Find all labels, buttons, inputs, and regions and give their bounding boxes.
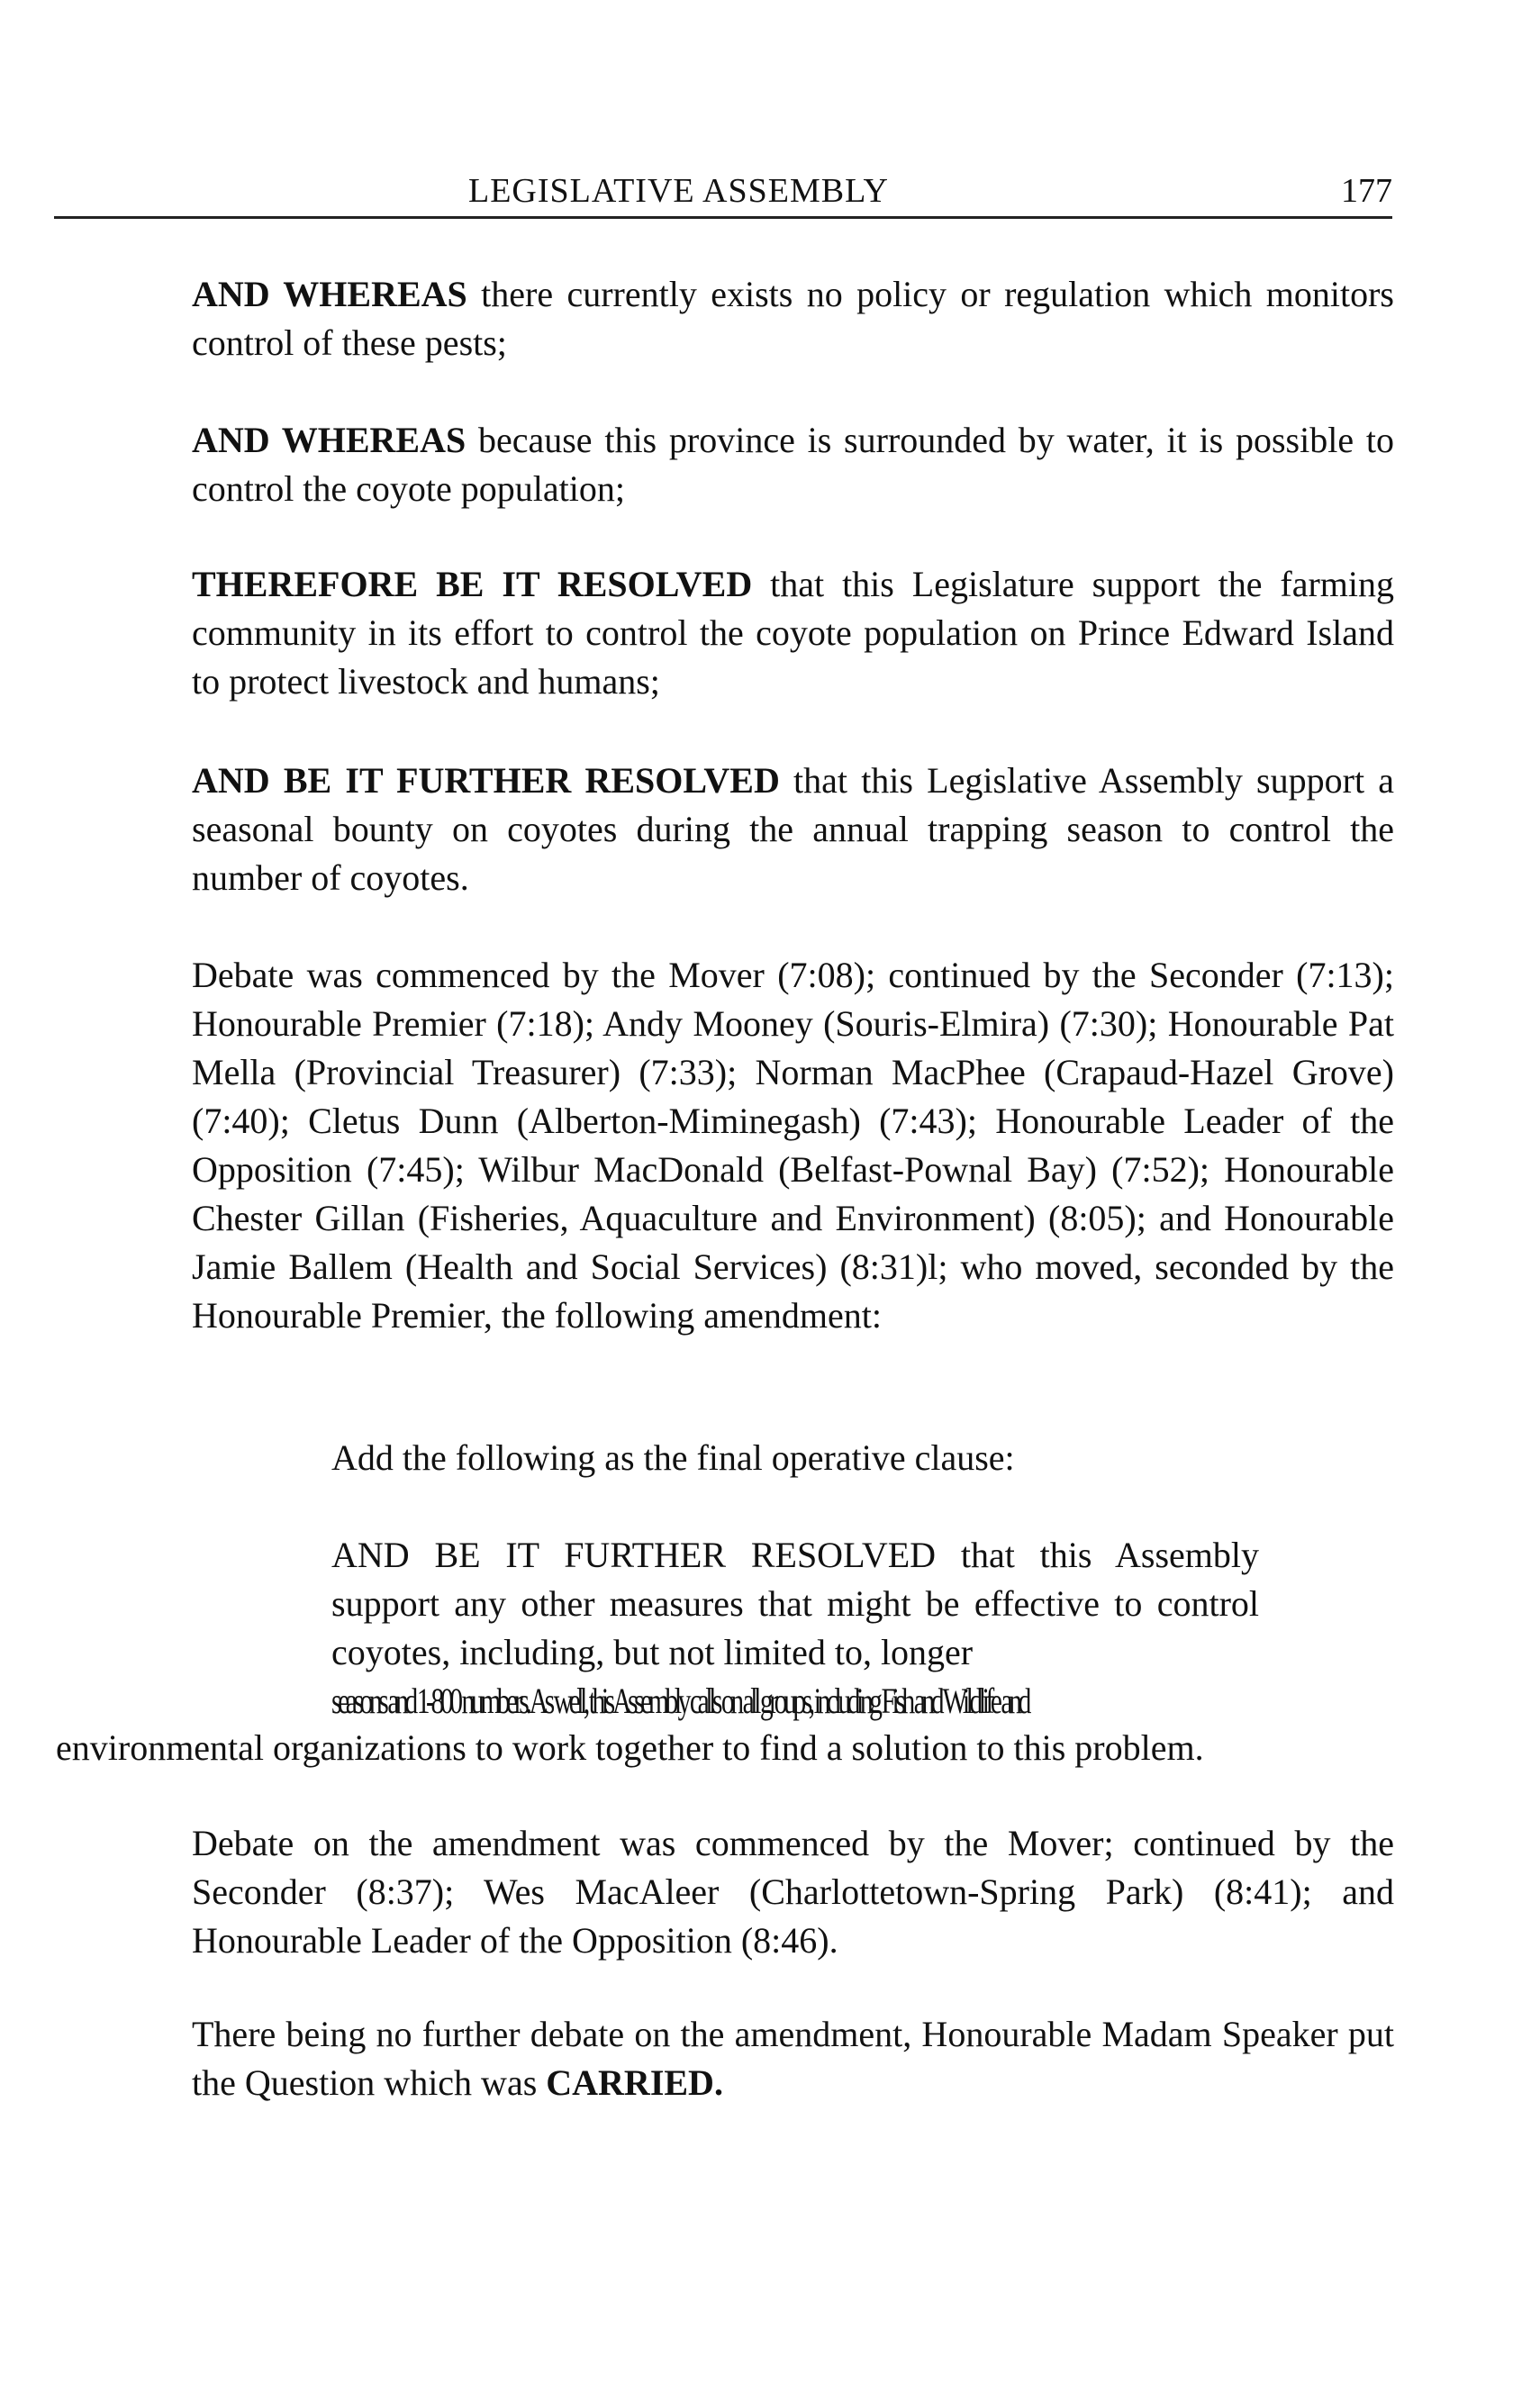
paragraph-text: AND BE IT FURTHER RESOLVED that this Assembly support any other measures that might be effective to control coyotes, including, but not limited to, longer xyxy=(331,1535,1259,1672)
paragraph-debate xyxy=(192,951,1394,1340)
paragraph-lead: AND WHEREAS xyxy=(192,274,467,314)
paragraph-text: Debate on the amendment was commenced by the Mover; continued by the Seconder (8:37); Wes MacAleer (Charlottetown-Spring Park) (8:41); and Honourable Leader of the Opposition (8:46). xyxy=(192,1823,1394,1961)
paragraph-text: that this Legislature support the farming community in its effort to control the coyote population on Prince Edward Island to protect livestock and humans; xyxy=(192,564,1394,702)
carried-text: CARRIED. xyxy=(546,2062,723,2103)
amendment-tail xyxy=(56,1724,1407,1772)
paragraph-whereas-1 xyxy=(192,270,1394,367)
header-title: LEGISLATIVE ASSEMBLY xyxy=(468,172,889,210)
paragraph-text: that this Legislative Assembly support a seasonal bounty on coyotes during the annual trapping season to control the number of coyotes. xyxy=(192,760,1394,898)
paragraph-text: environmental organizations to work together to find a solution to this problem. xyxy=(56,1727,1204,1768)
paragraph-text: there currently exists no policy or regulation which monitors control of these pests; xyxy=(192,274,1394,363)
paragraph-lead: THEREFORE BE IT RESOLVED xyxy=(192,564,753,604)
paragraph-text: Debate was commenced by the Mover (7:08); continued by the Seconder (7:13); Honourable Premier (7:18); Andy Mooney (Souris-Elmira) (7:30); Honourable Pat Mella (Provincial Treasurer) (7:33); Norman MacPhee (Crapaud-Hazel Grove) (7:40); Cletus Dunn (Alberton-Miminegash) (7:43); Honourable Leader of the Opposition (7:45); Wilbur MacDonald (Belfast-Pownal Bay) (7:52); Honourable Chester Gillan (Fisheries, Aquaculture and Environment) (8:05); and Honourable Jamie Ballem (Health and Social Services) (8:31)l; who moved, seconded by the Honourable Premier, the following amendment: xyxy=(192,955,1394,1336)
paragraph-question-carried xyxy=(192,2010,1394,2107)
paragraph-text: because this province is surrounded by water, it is possible to control the coyote population; xyxy=(192,420,1394,509)
paragraph-lead: AND WHEREAS xyxy=(192,420,467,460)
amendment-clause xyxy=(331,1531,1259,1726)
page-number: 177 xyxy=(1341,172,1392,210)
paragraph-amendment-debate xyxy=(192,1819,1394,1965)
page-header xyxy=(54,162,1392,219)
paragraph-text: Add the following as the final operative clause: xyxy=(331,1437,1015,1478)
paragraph-whereas-2 xyxy=(192,416,1394,513)
paragraph-lead: AND BE IT FURTHER RESOLVED xyxy=(192,760,780,801)
squeezed-line: seasons and 1-800 numbers. As well, this Assembly calls on all groups, including Fish and Wildlife and xyxy=(331,1681,1028,1721)
paragraph-resolved xyxy=(192,560,1394,706)
paragraph-further-resolved xyxy=(192,757,1394,902)
paragraph-text: There being no further debate on the amendment, Honourable Madam Speaker put the Question which was xyxy=(192,2014,1394,2103)
amendment-intro xyxy=(331,1434,1259,1482)
